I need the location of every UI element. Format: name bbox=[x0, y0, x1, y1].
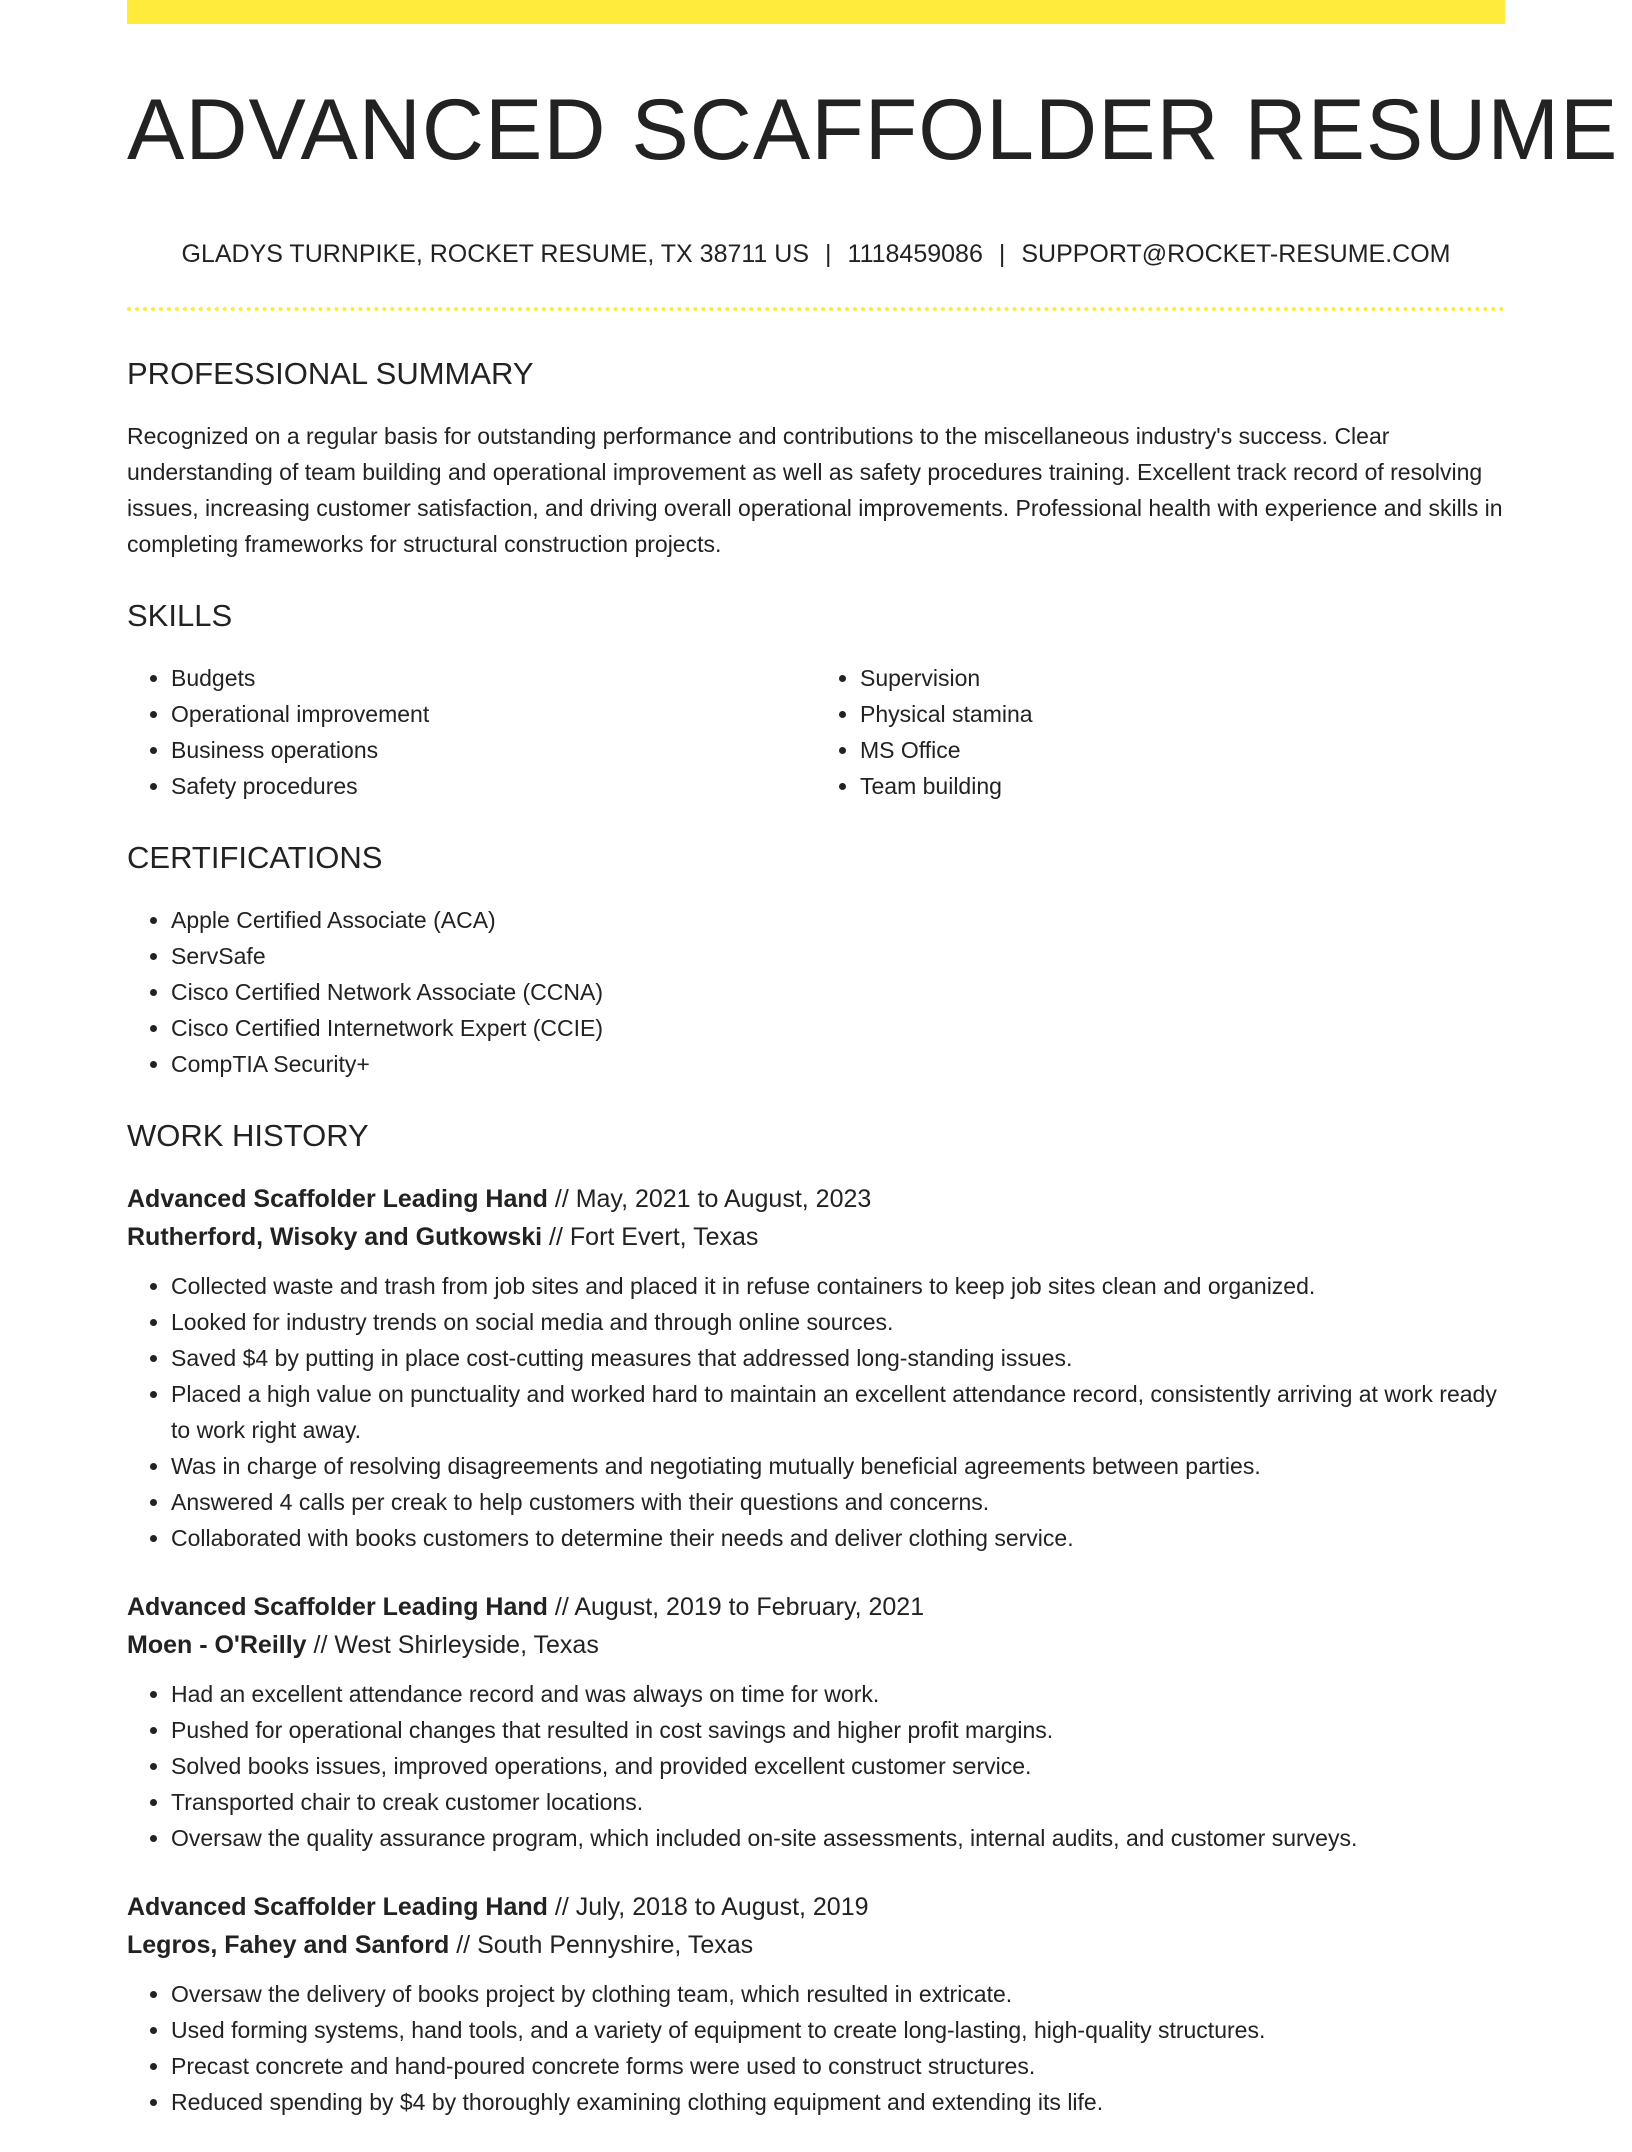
contact-separator: | bbox=[825, 240, 832, 268]
work-history-heading: WORK HISTORY bbox=[127, 1118, 369, 1153]
skills-list-left bbox=[127, 660, 816, 804]
contact-phone: 1118459086 bbox=[847, 240, 983, 268]
accent-top-bar bbox=[127, 0, 1505, 24]
skill-item: • Budgets bbox=[171, 660, 816, 696]
skills-heading: SKILLS bbox=[127, 598, 233, 633]
certifications-heading: CERTIFICATIONS bbox=[127, 840, 383, 875]
job-entry bbox=[127, 1588, 1505, 1856]
certifications-section bbox=[127, 836, 1505, 1082]
work-history-section bbox=[127, 1114, 1505, 2120]
certification-item: • ServSafe bbox=[171, 938, 1505, 974]
job-location: // South Pennyshire, Texas bbox=[449, 1931, 754, 1959]
job-company-line bbox=[127, 1926, 1505, 1964]
summary-heading: PROFESSIONAL SUMMARY bbox=[127, 356, 534, 391]
job-duty: • Looked for industry trends on social media and through online sources. bbox=[171, 1304, 1505, 1340]
certification-item: • Cisco Certified Network Associate (CCNA) bbox=[171, 974, 1505, 1010]
job-location: // West Shirleyside, Texas bbox=[306, 1631, 599, 1659]
job-company: Legros, Fahey and Sanford bbox=[127, 1931, 450, 1959]
summary-section bbox=[127, 352, 1505, 562]
job-duty: • Pushed for operational changes that resulted in cost savings and higher profit margins. bbox=[171, 1712, 1505, 1748]
job-title: Advanced Scaffolder Leading Hand bbox=[127, 1185, 548, 1213]
contact-email: SUPPORT@ROCKET-RESUME.COM bbox=[1021, 240, 1451, 268]
job-duty: • Precast concrete and hand-poured concrete forms were used to construct structures. bbox=[171, 2048, 1505, 2084]
skill-item: • Business operations bbox=[171, 732, 816, 768]
job-title: Advanced Scaffolder Leading Hand bbox=[127, 1593, 548, 1621]
job-duty: • Saved $4 by putting in place cost-cutting measures that addressed long-standing issues. bbox=[171, 1340, 1505, 1376]
job-duty: • Collected waste and trash from job sites and placed it in refuse containers to keep job sites clean and organized. bbox=[171, 1268, 1505, 1304]
resume-content bbox=[127, 352, 1505, 2152]
job-duty: • Placed a high value on punctuality and worked hard to maintain an excellent attendance record, consistently arriving at work ready to work right away. bbox=[171, 1376, 1505, 1448]
job-dates: // August, 2019 to February, 2021 bbox=[547, 1593, 925, 1621]
job-location: // Fort Evert, Texas bbox=[542, 1223, 759, 1251]
job-duty: • Oversaw the quality assurance program, which included on-site assessments, internal audits, and customer surveys. bbox=[171, 1820, 1505, 1856]
contact-address: GLADYS TURNPIKE, ROCKET RESUME, TX 38711 US bbox=[181, 240, 810, 268]
job-duties-list bbox=[127, 1268, 1505, 1556]
contact-line bbox=[127, 237, 1505, 271]
skill-item: • Safety procedures bbox=[171, 768, 816, 804]
job-duty: • Reduced spending by $4 by thoroughly examining clothing equipment and extending its life. bbox=[171, 2084, 1505, 2120]
skill-item: • Supervision bbox=[860, 660, 1505, 696]
job-duty: • Was in charge of resolving disagreements and negotiating mutually beneficial agreements between parties. bbox=[171, 1448, 1505, 1484]
header-divider bbox=[127, 307, 1505, 311]
job-duty: • Oversaw the delivery of books project by clothing team, which resulted in extricate. bbox=[171, 1976, 1505, 2012]
job-title: Advanced Scaffolder Leading Hand bbox=[127, 1893, 548, 1921]
job-duty: • Transported chair to creak customer locations. bbox=[171, 1784, 1505, 1820]
skill-item: • MS Office bbox=[860, 732, 1505, 768]
job-company-line bbox=[127, 1626, 1505, 1664]
job-dates: // July, 2018 to August, 2019 bbox=[547, 1893, 869, 1921]
job-title-line bbox=[127, 1588, 1505, 1626]
contact-separator: | bbox=[998, 240, 1006, 268]
skills-list-right bbox=[816, 660, 1505, 804]
resume-title: ADVANCED SCAFFOLDER RESUME bbox=[127, 82, 1619, 178]
summary-text: Recognized on a regular basis for outstanding performance and contributions to the miscellaneous industry's success. Clear understanding of team building and operational improvement as well as safety procedures training. Excellent track record of resolving issues, increasing customer satisfaction, and driving overall operational improvements. Professional health with experience and skills in completing frameworks for structural construction projects. bbox=[127, 423, 1503, 557]
job-entry bbox=[127, 1180, 1505, 1556]
job-company: Moen - O'Reilly bbox=[127, 1631, 307, 1659]
job-dates: // May, 2021 to August, 2023 bbox=[547, 1185, 872, 1213]
skill-item: • Operational improvement bbox=[171, 696, 816, 732]
certification-item: • Apple Certified Associate (ACA) bbox=[171, 902, 1505, 938]
job-duty: • Used forming systems, hand tools, and a variety of equipment to create long-lasting, high-quality structures. bbox=[171, 2012, 1505, 2048]
job-duty: • Solved books issues, improved operations, and provided excellent customer service. bbox=[171, 1748, 1505, 1784]
job-company-line bbox=[127, 1218, 1505, 1256]
job-entry bbox=[127, 1888, 1505, 2120]
job-duty: • Collaborated with books customers to determine their needs and deliver clothing service. bbox=[171, 1520, 1505, 1556]
job-title-line bbox=[127, 1180, 1505, 1218]
job-duties-list bbox=[127, 1976, 1505, 2120]
skills-section bbox=[127, 594, 1505, 804]
certification-item: • CompTIA Security+ bbox=[171, 1046, 1505, 1082]
job-duty: • Had an excellent attendance record and was always on time for work. bbox=[171, 1676, 1505, 1712]
certifications-list bbox=[127, 902, 1505, 1082]
job-duties-list bbox=[127, 1676, 1505, 1856]
skills-columns bbox=[127, 660, 1505, 804]
job-duty: • Answered 4 calls per creak to help customers with their questions and concerns. bbox=[171, 1484, 1505, 1520]
job-title-line bbox=[127, 1888, 1505, 1926]
skill-item: • Team building bbox=[860, 768, 1505, 804]
skill-item: • Physical stamina bbox=[860, 696, 1505, 732]
resume-page bbox=[127, 0, 1619, 2115]
job-company: Rutherford, Wisoky and Gutkowski bbox=[127, 1223, 543, 1251]
certification-item: • Cisco Certified Internetwork Expert (CCIE) bbox=[171, 1010, 1505, 1046]
